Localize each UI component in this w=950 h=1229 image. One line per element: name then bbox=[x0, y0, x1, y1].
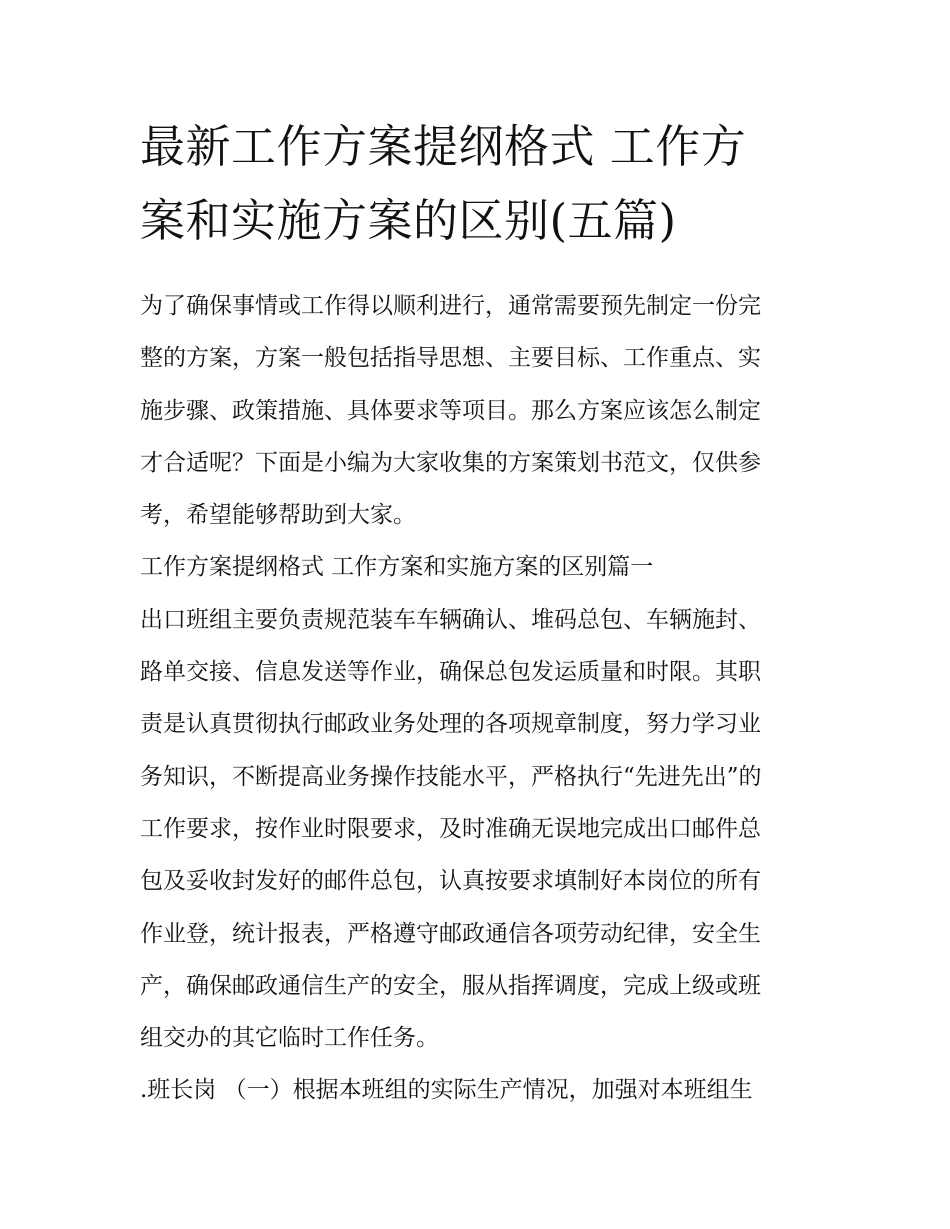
paragraph-line: 责是认真贯彻执行邮政业务处理的各项规章制度，努力学习业 bbox=[140, 711, 761, 738]
title-line: 案和实施方案的区别(五篇) bbox=[140, 194, 677, 247]
paragraph-line: 包及妥收封发好的邮件总包，认真按要求填制好本岗位的所有 bbox=[140, 868, 761, 895]
paragraph-line: 组交办的其它临时工作任务。 bbox=[140, 1025, 439, 1052]
intro-line: 才合适呢？下面是小编为大家收集的方案策划书范文，仅供参 bbox=[140, 449, 761, 476]
title-line: 最新工作方案提纲格式 工作方 bbox=[140, 120, 747, 173]
intro-line: 施步骤、政策措施、具体要求等项目。那么方案应该怎么制定 bbox=[140, 397, 761, 424]
paragraph-line: 作业登，统计报表，严格遵守邮政通信各项劳动纪律，安全生 bbox=[140, 920, 761, 947]
paragraph-line: 产，确保邮政通信生产的安全，服从指挥调度，完成上级或班 bbox=[140, 972, 761, 999]
paragraph-line: 工作要求，按作业时限要求，及时准确无误地完成出口邮件总 bbox=[140, 815, 761, 842]
paragraph-line: 出口班组主要负责规范装车车辆确认、堆码总包、车辆施封、 bbox=[140, 606, 761, 633]
body-text bbox=[140, 280, 820, 1117]
section-heading: 工作方案提纲格式 工作方案和实施方案的区别篇一 bbox=[140, 554, 654, 581]
paragraph-line: 路单交接、信息发送等作业，确保总包发运质量和时限。其职 bbox=[140, 659, 761, 686]
intro-line: 整的方案，方案一般包括指导思想、主要目标、工作重点、实 bbox=[140, 345, 761, 372]
intro-line: 为了确保事情或工作得以顺利进行，通常需要预先制定一份完 bbox=[140, 293, 761, 319]
paragraph-line: 务知识，不断提高业务操作技能水平，严格执行“先进先出”的 bbox=[140, 763, 762, 790]
document-content bbox=[140, 110, 820, 1117]
document-title bbox=[140, 110, 820, 258]
paragraph-line: .班长岗 （一）根据本班组的实际生产情况，加强对本班组生 bbox=[140, 1077, 753, 1104]
intro-line: 考，希望能够帮助到大家。 bbox=[140, 502, 416, 529]
